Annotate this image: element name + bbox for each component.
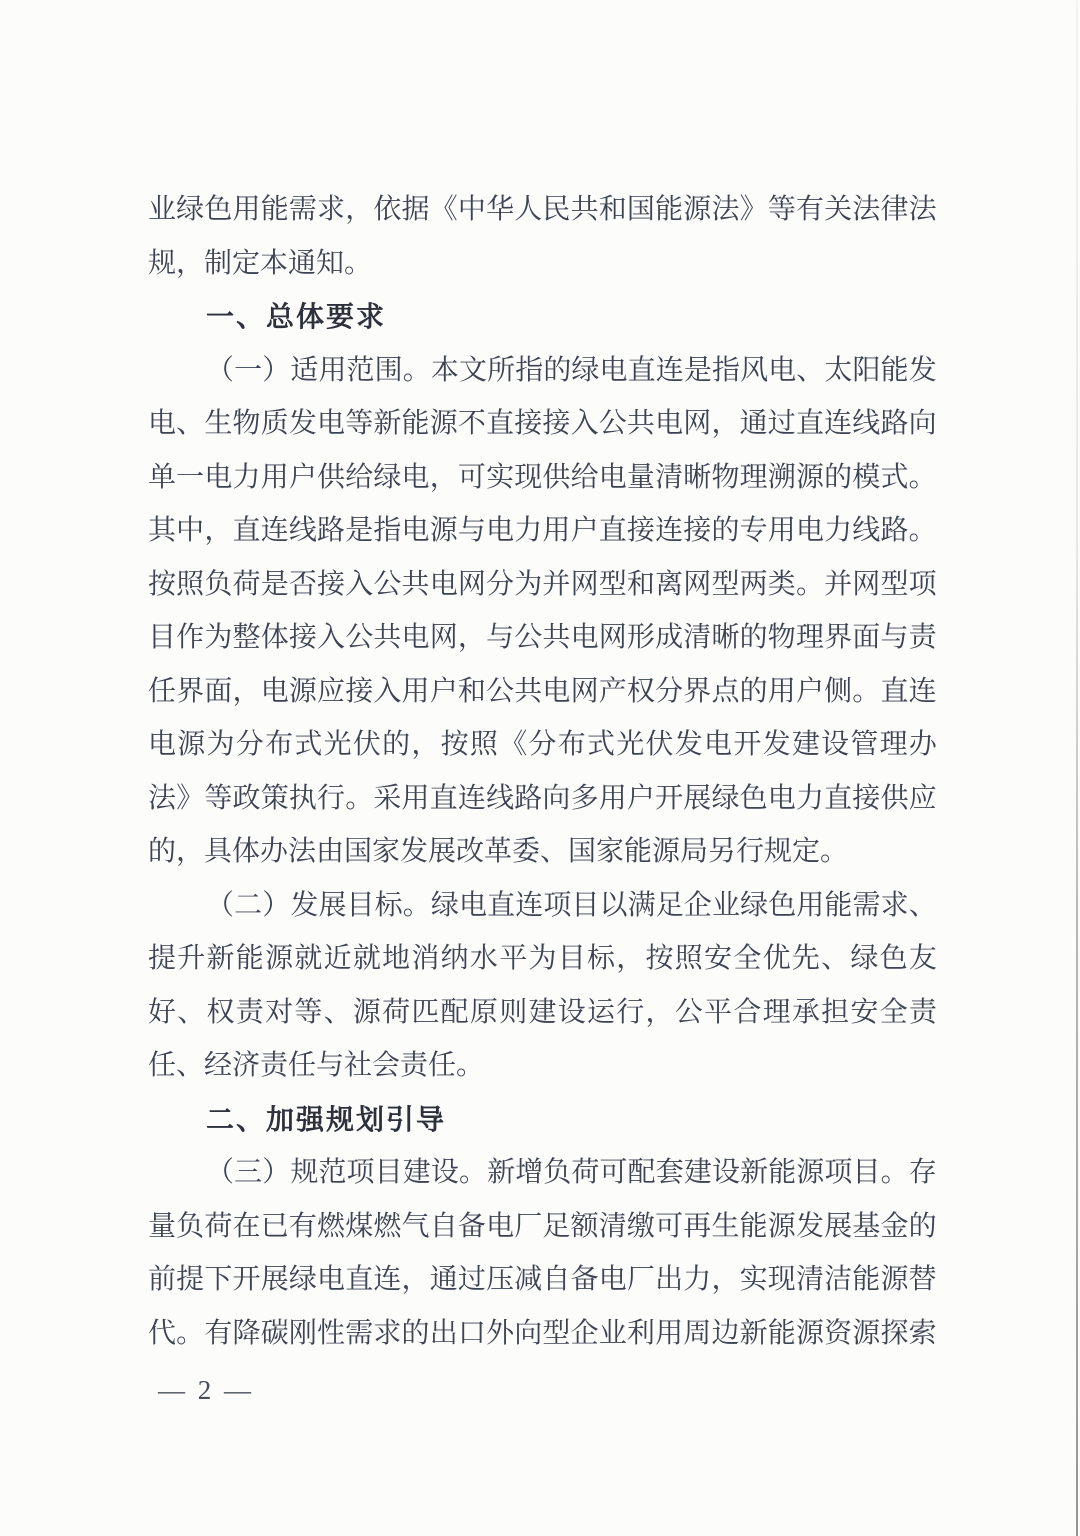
text-line: 单 一 电 力 用 户 供 给 绿 电 ， 可 实 现 供 给 电 量 清 晰 物 理 溯 源 的 模 式 。 — [148, 461, 937, 493]
text-line: 提 升 新 能 源 就 近 就 地 消 纳 水 平 为 目 标 ， 按 照 安 全 优 先 、 绿 色 友 — [148, 943, 937, 974]
section-heading-overall-requirements: 一、总体要求 — [206, 301, 387, 332]
section-heading-planning-guidance: 二、加强规划引导 — [206, 1103, 447, 1135]
text-line: 法 》 等 政 策 执 行 。 采 用 直 连 线 路 向 多 用 户 开 展 绿 色 电 力 直 接 供 应 — [148, 782, 937, 814]
text-line: 电 源 为 分 布 式 光 伏 的 ， 按 照 《 分 布 式 光 伏 发 电 开 发 建 设 管 理 办 — [148, 729, 937, 760]
text-line: 的，具体办法由国家发展改革委、国家能源局另行规定。 — [148, 836, 849, 867]
text-line: 任 界 面 ， 电 源 应 接 入 用 户 和 公 共 电 网 产 权 分 界 点 的 用 户 侧 。 直 连 — [148, 675, 937, 707]
text-line: 业 绿 色 用 能 需 求 ， 依 据 《 中 华 人 民 共 和 国 能 源 法 》 等 有 关 法 律 法 — [148, 194, 937, 225]
paragraph-start-scope: （ 一 ） 适 用 范 围 。 本 文 所 指 的 绿 电 直 连 是 指 风 电 、 太 阳 能 发 — [206, 354, 937, 386]
paragraph-start-project-construction: （ 三 ） 规 范 项 目 建 设 。 新 增 负 荷 可 配 套 建 设 新 能 源 项 目 。 存 — [206, 1157, 937, 1188]
text-line: 其 中 ， 直 连 线 路 是 指 电 源 与 电 力 用 户 直 接 连 接 的 专 用 电 力 线 路 。 — [148, 515, 937, 546]
text-line: 目 作 为 整 体 接 入 公 共 电 网 ， 与 公 共 电 网 形 成 清 晰 的 物 理 界 面 与 责 — [148, 622, 937, 653]
page-number: — 2 — — [158, 1375, 254, 1405]
paragraph-start-development-goals: （ 二 ） 发 展 目 标 。 绿 电 直 连 项 目 以 满 足 企 业 绿 色 用 能 需 求 、 — [206, 889, 937, 921]
text-line: 好 、 权 责 对 等 、 源 荷 匹 配 原 则 建 设 运 行 ， 公 平 合 理 承 担 安 全 责 — [148, 996, 937, 1028]
text-line: 代 。 有 降 碳 刚 性 需 求 的 出 口 外 向 型 企 业 利 用 周 边 新 能 源 资 源 探 索 — [148, 1317, 937, 1349]
text-line: 任、经济责任与社会责任。 — [148, 1050, 485, 1081]
text-line: 规，制定本通知。 — [148, 247, 373, 279]
text-line: 量 负 荷 在 已 有 燃 煤 燃 气 自 备 电 厂 足 额 清 缴 可 再 生 能 源 发 展 基 金 的 — [148, 1210, 937, 1242]
document-body — [148, 183, 937, 1360]
text-line: 按 照 负 荷 是 否 接 入 公 共 电 网 分 为 并 网 型 和 离 网 型 两 类 。 并 网 型 项 — [148, 568, 937, 600]
scan-edge-shadow — [1076, 0, 1078, 1536]
text-line: 前 提 下 开 展 绿 电 直 连 ， 通 过 压 减 自 备 电 厂 出 力 ， 实 现 清 洁 能 源 替 — [148, 1264, 937, 1295]
text-line: 电 、 生 物 质 发 电 等 新 能 源 不 直 接 接 入 公 共 电 网 ， 通 过 直 连 线 路 向 — [148, 408, 937, 439]
